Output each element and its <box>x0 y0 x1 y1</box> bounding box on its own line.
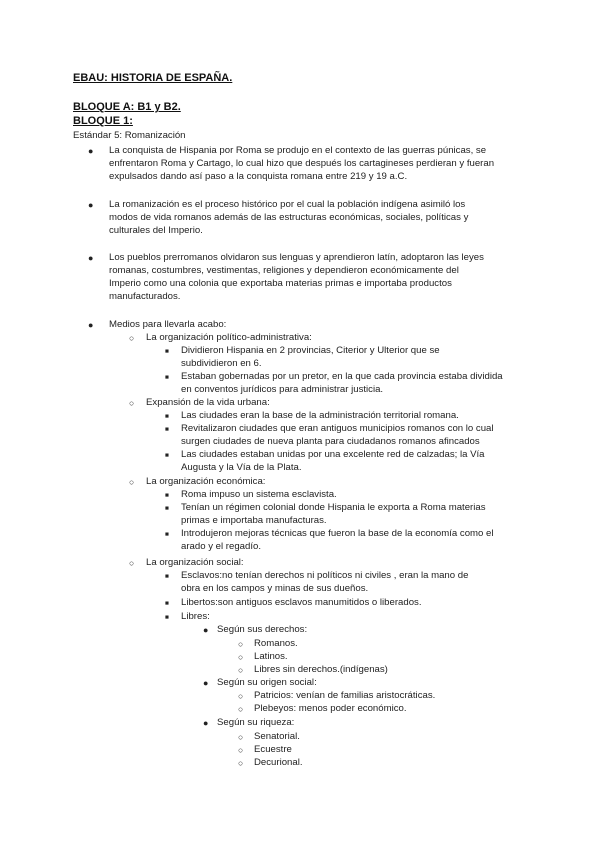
p1-line: expulsados dando así paso a la conquista romana entre 219 y 19 a.C. <box>109 171 408 182</box>
bullet-square-icon: ■ <box>165 492 169 499</box>
group-item: Latinos. <box>254 651 288 662</box>
p2-line: La romanización es el proceso histórico por el cual la población indígena asimiló los <box>109 199 466 210</box>
bullet-disc-icon: ● <box>88 320 94 330</box>
standard-label: Estándar 5: Romanización <box>73 130 186 141</box>
org-pol-item: Dividieron Hispania en 2 provincias, Citerior y Ulterior que se <box>181 345 440 356</box>
bullet-circle-icon: ○ <box>238 732 244 742</box>
org-pol-item: subdividieron en 6. <box>181 358 262 369</box>
bullet-disc-icon: ● <box>88 253 94 263</box>
bullet-circle-icon: ○ <box>129 333 135 343</box>
group-item: Libres sin derechos.(indígenas) <box>254 664 388 675</box>
bullet-circle-icon: ○ <box>238 691 244 701</box>
exp-urb-item: surgen ciudades de nueva planta para ciudadanos romanos afincados <box>181 436 480 447</box>
p3-line: manufacturados. <box>109 291 181 302</box>
p1-line: enfrentaron Roma y Cartago, lo cual hizo que después los cartagineses perdieran y fueran <box>109 158 495 169</box>
org-soc-item: Libertos:son antiguos esclavos manumitidos o liberados. <box>181 597 422 608</box>
bullet-circle-icon: ○ <box>129 398 135 408</box>
document-title: EBAU: HISTORIA DE ESPAÑA. <box>73 72 233 84</box>
bullet-circle-icon: ○ <box>129 558 135 568</box>
org-pol-item: Estaban gobernadas por un pretor, en la que cada provincia estaba dividida <box>181 371 503 382</box>
group-item: Romanos. <box>254 638 298 649</box>
org-eco-item: arado y el regadío. <box>181 541 262 552</box>
org-eco-item: Roma impuso un sistema esclavista. <box>181 489 337 500</box>
medios-label: Medios para llevarla acabo: <box>109 319 227 330</box>
exp-urb-item: Las ciudades estaban unidas por una excelente red de calzadas; la Vía <box>181 449 485 460</box>
org-soc-item: Esclavos:no tenían derechos ni políticos ni civiles , eran la mano de <box>181 570 469 581</box>
heading-block-a: BLOQUE A: B1 y B2. <box>73 101 181 113</box>
bullet-square-icon: ■ <box>165 452 169 459</box>
group-label: Según sus derechos: <box>217 624 308 635</box>
org-soc-item: Libres: <box>181 611 210 622</box>
org-soc-label: La organización social: <box>146 557 244 568</box>
group-item: Patricios: venían de familias aristocráticas. <box>254 690 436 701</box>
p2-line: modos de vida romanos además de las estructuras económicas, sociales, políticas y <box>109 212 469 223</box>
exp-urb-label: Expansión de la vida urbana: <box>146 397 270 408</box>
group-label: Según su riqueza: <box>217 717 295 728</box>
org-pol-label: La organización político-administrativa: <box>146 332 312 343</box>
bullet-square-icon: ■ <box>165 600 169 607</box>
bullet-circle-icon: ○ <box>238 745 244 755</box>
org-pol-item: en conventos jurídicos para administrar justicia. <box>181 384 384 395</box>
org-eco-item: Introdujeron mejoras técnicas que fueron la base de la economía como el <box>181 528 494 539</box>
p1-line: La conquista de Hispania por Roma se produjo en el contexto de las guerras púnicas, se <box>109 145 487 156</box>
bullet-square-icon: ■ <box>165 614 169 621</box>
org-eco-item: Tenían un régimen colonial donde Hispania le exporta a Roma materias <box>181 502 486 513</box>
exp-urb-item: Las ciudades eran la base de la administración territorial romana. <box>181 410 459 421</box>
bullet-square-icon: ■ <box>165 531 169 538</box>
bullet-square-icon: ■ <box>165 374 169 381</box>
bullet-square-icon: ■ <box>165 413 169 420</box>
bullet-disc-icon: ● <box>203 718 209 728</box>
group-item: Ecuestre <box>254 744 292 755</box>
org-eco-item: primas e importaba manufacturas. <box>181 515 327 526</box>
group-item: Senatorial. <box>254 731 300 742</box>
exp-urb-item: Augusta y la Vía de la Plata. <box>181 462 302 473</box>
p3-line: romanas, costumbres, vestimentas, religiones y dependieron económicamente del <box>109 265 459 276</box>
exp-urb-item: Revitalizaron ciudades que eran antiguos municipios romanos con lo cual <box>181 423 494 434</box>
bullet-disc-icon: ● <box>203 625 209 635</box>
bullet-square-icon: ■ <box>165 426 169 433</box>
bullet-circle-icon: ○ <box>238 665 244 675</box>
org-soc-item: obra en los campos y minas de sus dueños. <box>181 583 369 594</box>
bullet-square-icon: ■ <box>165 505 169 512</box>
group-item: Decurional. <box>254 757 303 768</box>
bullet-disc-icon: ● <box>88 200 94 210</box>
bullet-circle-icon: ○ <box>238 652 244 662</box>
bullet-square-icon: ■ <box>165 573 169 580</box>
bullet-circle-icon: ○ <box>238 639 244 649</box>
bullet-circle-icon: ○ <box>238 704 244 714</box>
group-label: Según su origen social: <box>217 677 317 688</box>
p3-line: Los pueblos prerromanos olvidaron sus lenguas y aprendieron latín, adoptaron las leyes <box>109 252 484 263</box>
heading-block-1: BLOQUE 1: <box>73 115 133 127</box>
p3-line: Imperio como una colonia que exportaba materias primas e importaba productos <box>109 278 452 289</box>
bullet-disc-icon: ● <box>88 146 94 156</box>
group-item: Plebeyos: menos poder económico. <box>254 703 407 714</box>
bullet-disc-icon: ● <box>203 678 209 688</box>
bullet-circle-icon: ○ <box>129 477 135 487</box>
p2-line: culturales del Imperio. <box>109 225 203 236</box>
org-eco-label: La organización económica: <box>146 476 266 487</box>
bullet-circle-icon: ○ <box>238 758 244 768</box>
bullet-square-icon: ■ <box>165 348 169 355</box>
